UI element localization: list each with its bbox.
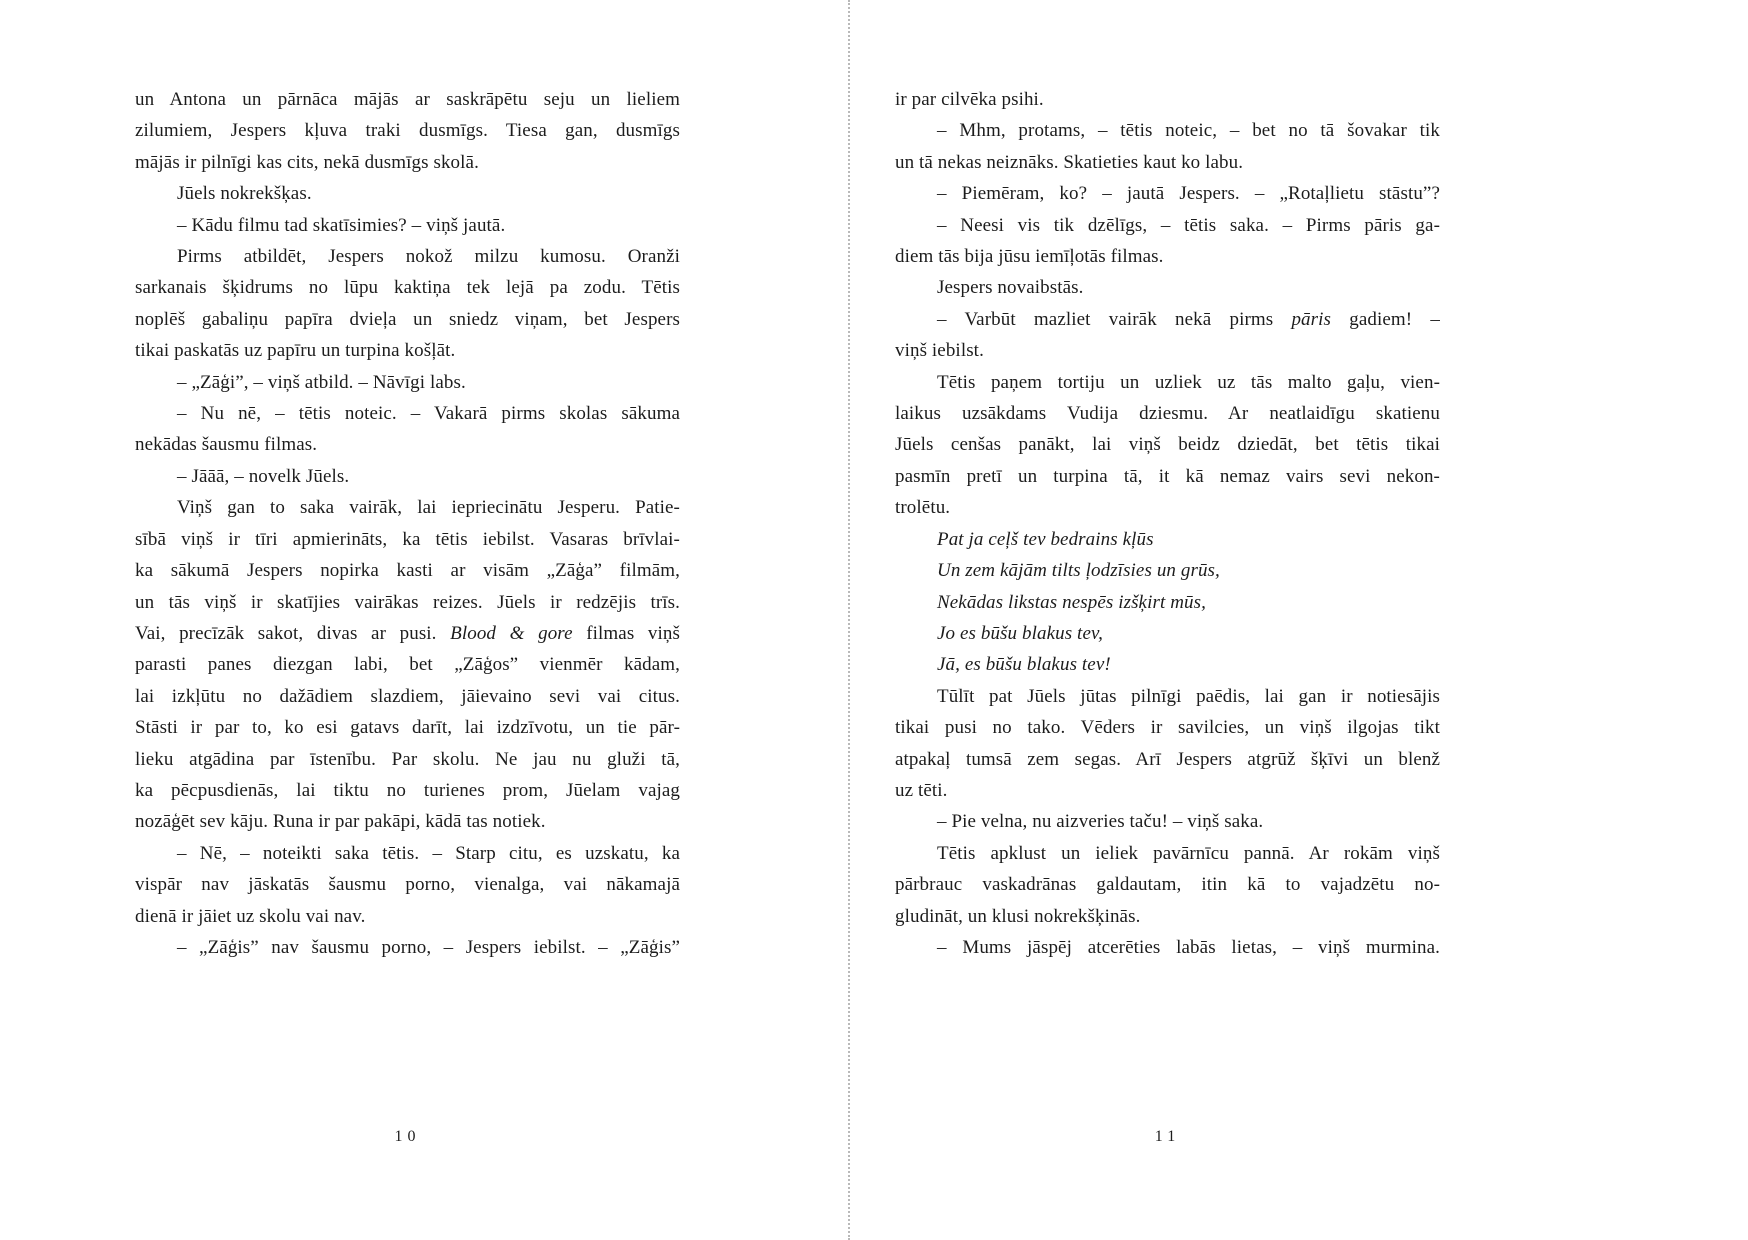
text-segment: – Neesi vis tik dzēlīgs, – tētis saka. – Pirms pāris ga-: [937, 214, 1440, 236]
text-line: [895, 492, 1440, 523]
text-line: [895, 618, 1440, 649]
text-segment: – Jāāā, – novelk Jūels.: [177, 465, 350, 487]
text-segment: tikai pusi no tako. Vēders ir savilcies, un viņš ilgojas tikt: [895, 717, 1440, 739]
text-segment: gadiem! –: [1331, 308, 1440, 330]
text-segment: tikai paskatās uz papīru un turpina košļāt.: [135, 340, 456, 362]
text-line: [135, 587, 680, 618]
text-segment: nozāģēt sev kāju. Runa ir par pakāpi, kādā tas notiek.: [135, 811, 546, 833]
text-line: [135, 901, 680, 932]
text-segment: parasti panes diezgan labi, bet „Zāģos” vienmēr kādam,: [135, 654, 680, 676]
text-line: [895, 461, 1440, 492]
text-segment: un tās viņš ir skatījies vairākas reizes. Jūels ir redzējis trīs.: [135, 591, 680, 613]
text-line: [895, 210, 1440, 241]
text-segment: lieku atgādina par īstenību. Par skolu. Ne jau nu gluži tā,: [135, 748, 680, 770]
text-line: [895, 806, 1440, 837]
text-line: [895, 272, 1440, 303]
text-line: [135, 838, 680, 869]
text-line: [895, 147, 1440, 178]
text-line: [895, 587, 1440, 618]
text-segment: dienā ir jāiet uz skolu vai nav.: [135, 905, 366, 927]
text-line: [135, 618, 680, 649]
text-segment-italic: pāris: [1291, 308, 1332, 330]
text-segment: atpakaļ tumsā zem segas. Arī Jespers atgrūž šķīvi un blenž: [895, 748, 1440, 770]
text-line: [135, 398, 680, 429]
text-segment: filmas viņš: [572, 622, 680, 644]
text-segment: – Pie velna, nu aizveries taču! – viņš saka.: [937, 811, 1264, 833]
text-line: [135, 492, 680, 523]
text-line: [895, 555, 1440, 586]
page-number-right: 11: [1154, 1128, 1181, 1145]
text-segment: Tētis paņem tortiju un uzliek uz tās malto gaļu, vien-: [937, 371, 1440, 393]
text-line: [135, 806, 680, 837]
text-line: [135, 712, 680, 743]
text-line: [135, 367, 680, 398]
text-line: [895, 524, 1440, 555]
text-line: [135, 147, 680, 178]
text-segment: ir par cilvēka psihi.: [895, 89, 1044, 110]
text-line: [895, 429, 1440, 460]
text-line: [895, 901, 1440, 932]
text-line: [135, 335, 680, 366]
text-line: [135, 241, 680, 272]
text-line: [135, 210, 680, 241]
text-line: [135, 115, 680, 146]
text-line: [895, 744, 1440, 775]
text-segment: – „Zāģi”, – viņš atbild. – Nāvīgi labs.: [177, 371, 466, 393]
text-line: [135, 744, 680, 775]
page-number-left: 10: [394, 1128, 421, 1145]
text-line: [895, 241, 1440, 272]
text-line: [135, 178, 680, 209]
text-segment: pasmīn pretī un turpina tā, it kā nemaz vairs sevi nekon-: [895, 465, 1440, 487]
text-segment: ka sākumā Jespers nopirka kasti ar visām „Zāģa” filmām,: [135, 560, 680, 582]
text-segment: – Mums jāspēj atcerēties labās lietas, – viņš murmina.: [937, 936, 1440, 958]
page-right-text: [895, 84, 1440, 963]
text-segment: – Nē, – noteikti saka tētis. – Starp citu, es uzskatu, ka: [177, 842, 680, 864]
text-line: [895, 649, 1440, 680]
text-line: [135, 524, 680, 555]
text-segment: Pirms atbildēt, Jespers nokož milzu kumosu. Oranži: [177, 246, 680, 268]
text-line: [135, 775, 680, 806]
text-line: [135, 649, 680, 680]
text-segment: vispār nav jāskatās šausmu porno, vienalga, vai nākamajā: [135, 874, 680, 896]
text-segment: viņš iebilst.: [895, 340, 984, 362]
text-line: [135, 869, 680, 900]
text-line: [895, 775, 1440, 806]
text-line: [895, 335, 1440, 366]
text-line: [135, 681, 680, 712]
text-segment: – Varbūt mazliet vairāk nekā pirms: [937, 308, 1292, 330]
page-gutter-divider: [848, 0, 850, 1240]
text-line: [895, 178, 1440, 209]
text-segment: Jūels nokrekšķas.: [177, 183, 312, 205]
text-line: [895, 838, 1440, 869]
text-line: [895, 681, 1440, 712]
text-segment: pārbrauc vaskadrānas galdautam, itin kā to vajadzētu no-: [895, 874, 1440, 896]
text-segment: – „Zāģis” nav šausmu porno, – Jespers iebilst. – „Zāģis”: [177, 936, 680, 958]
text-segment: nekādas šausmu filmas.: [135, 434, 318, 456]
text-segment-italic: Un zem kājām tilts ļodzīsies un grūs,: [937, 560, 1220, 582]
text-segment: Vai, precīzāk sakot, divas ar pusi.: [135, 622, 451, 644]
text-segment: lai izkļūtu no dažādiem slazdiem, jāievaino sevi vai citus.: [135, 685, 680, 707]
text-line: [895, 398, 1440, 429]
text-segment: diem tās bija jūsu iemīļotās filmas.: [895, 246, 1164, 268]
text-line: [895, 115, 1440, 146]
text-line: [135, 304, 680, 335]
text-segment: Jūels cenšas panākt, lai viņš beidz dziedāt, bet tētis tikai: [895, 434, 1440, 456]
text-segment-italic: Jā, es būšu blakus tev!: [937, 654, 1111, 676]
text-segment: un tā nekas neiznāks. Skatieties kaut ko labu.: [895, 151, 1244, 173]
text-segment-italic: Jo es būšu blakus tev,: [937, 622, 1103, 644]
page-left-text: [135, 84, 680, 963]
text-segment: trolētu.: [895, 497, 951, 519]
text-segment: mājās ir pilnīgi kas cits, nekā dusmīgs skolā.: [135, 151, 479, 173]
text-segment: Jespers novaibstās.: [937, 277, 1084, 299]
text-segment: – Nu nē, – tētis noteic. – Vakarā pirms skolas sākuma: [177, 403, 680, 425]
text-line: [135, 84, 680, 115]
text-line: [135, 461, 680, 492]
text-line: [895, 304, 1440, 335]
text-segment: sībā viņš ir tīri apmierināts, ka tētis iebilst. Vasaras brīvlai-: [135, 528, 680, 550]
text-line: [135, 555, 680, 586]
text-line: [895, 932, 1440, 963]
text-segment: Tētis apklust un ieliek pavārnīcu pannā. Ar rokām viņš: [937, 842, 1440, 864]
text-segment: zilumiem, Jespers kļuva traki dusmīgs. Tiesa gan, dusmīgs: [135, 120, 680, 142]
text-line: [135, 272, 680, 303]
text-line: [895, 869, 1440, 900]
text-segment: laikus uzsākdams Vudija dziesmu. Ar neatlaidīgu skatienu: [895, 403, 1440, 425]
text-segment-italic: Nekādas likstas nespēs izšķirt mūs,: [937, 591, 1206, 613]
text-segment-italic: Pat ja ceļš tev bedrains kļūs: [937, 528, 1154, 550]
text-segment: – Piemēram, ko? – jautā Jespers. – „Rotaļlietu stāstu”?: [937, 183, 1440, 205]
text-segment: – Kādu filmu tad skatīsimies? – viņš jautā.: [177, 214, 506, 236]
text-line: [135, 932, 680, 963]
text-segment: Tūlīt pat Jūels jūtas pilnīgi paēdis, lai gan ir notiesājis: [937, 685, 1440, 707]
text-segment: Viņš gan to saka vairāk, lai iepriecinātu Jesperu. Patie-: [177, 497, 680, 519]
text-line: [895, 84, 1440, 115]
text-segment: uz tēti.: [895, 779, 948, 801]
text-line: [895, 367, 1440, 398]
text-segment: – Mhm, protams, – tētis noteic, – bet no tā šovakar tik: [937, 120, 1440, 142]
text-segment: Stāsti ir par to, ko esi gatavs darīt, lai izdzīvotu, un tie pār-: [135, 717, 680, 739]
text-segment: sarkanais šķidrums no lūpu kaktiņa tek lejā pa zodu. Tētis: [135, 277, 680, 299]
text-segment-italic: Blood & gore: [450, 622, 573, 644]
text-line: [135, 429, 680, 460]
text-segment: noplēš gabaliņu papīra dvieļa un sniedz viņam, bet Jespers: [135, 308, 680, 330]
text-segment: ka pēcpusdienās, lai tiktu no turienes prom, Jūelam vajag: [135, 779, 680, 801]
text-segment: un Antona un pārnāca mājās ar saskrāpētu seju un lieliem: [135, 89, 680, 110]
text-segment: gludināt, un klusi nokrekšķinās.: [895, 905, 1141, 927]
text-line: [895, 712, 1440, 743]
